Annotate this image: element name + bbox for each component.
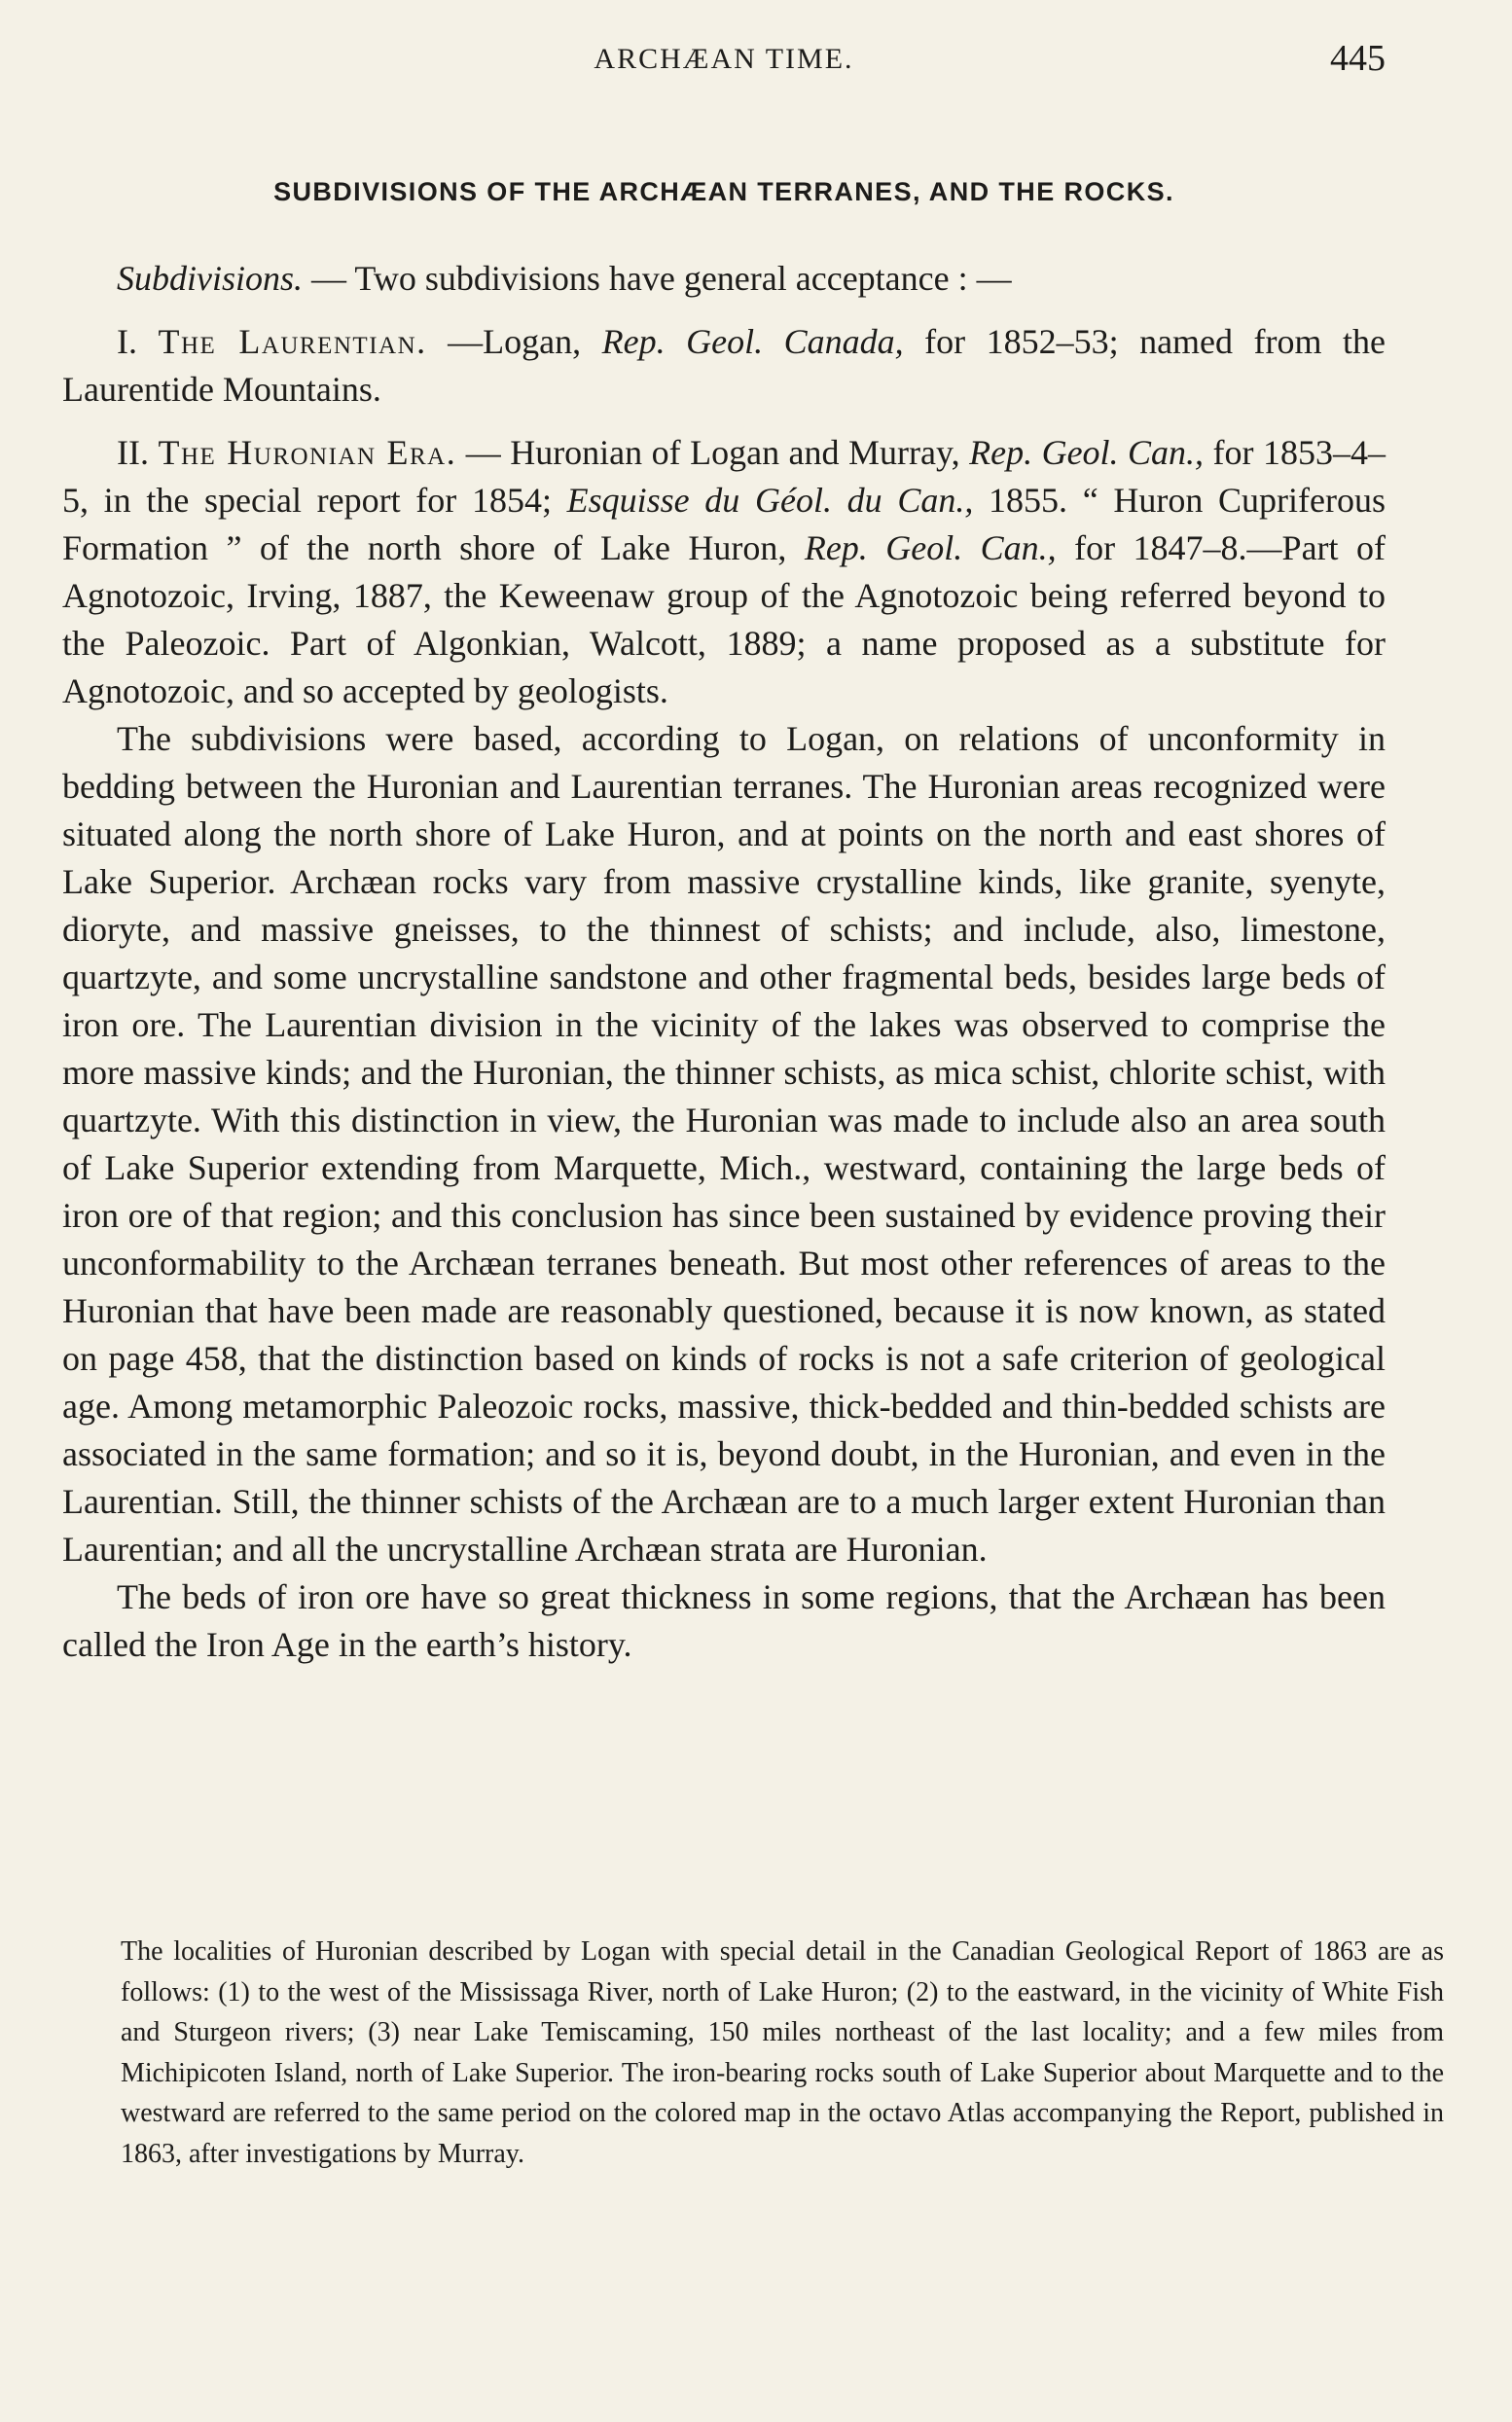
huronian-text-a: — Huronian of Logan and Murray, [456, 433, 970, 472]
intro-text: — Two subdivisions have general acceptance : — [303, 259, 1012, 298]
book-page [62, 0, 1444, 2422]
huronian-text-d: for 1847–8.—Part of Agnotozoic, Irving, 1887, the Keweenaw group of the Agnotozoic being referred beyond to the Paleozoic. Part of Algonkian, Walcott, 1889; a name proposed as a substitute for Agnotozoic, and so accepted by geologists. [62, 528, 1386, 710]
subdivisions-basis-paragraph: The subdivisions were based, according to Logan, on relations of unconformity in bedding between the Huronian and Laurentian terranes. The Huronian areas recognized were situated along the north shore of Lake Huron, and at points on the north and east shores of Lake Superior. Archæan rocks vary from massive crystalline kinds, like granite, syenyte, dioryte, and massive gneisses, to the thinnest of schists; and include, also, limestone, quartzyte, and some uncrystalline sandstone and other fragmental beds, besides large beds of iron ore. The Laurentian division in the vicinity of the lakes was observed to comprise the more massive kinds; and the Huronian, the thinner schists, as mica schist, chlorite schist, with quartzyte. With this distinction in view, the Huronian was made to include also an area south of Lake Superior extending from Marquette, Mich., westward, containing the large beds of iron ore of that region; and this conclusion has since been sustained by evidence proving their unconformability to the Archæan terranes beneath. But most other references of areas to the Huronian that have been made are reasonably questioned, because it is now known, as stated on page 458, that the distinction based on kinds of rocks is not a safe criterion of geological age. Among metamorphic Paleozoic rocks, massive, thick-bedded and thin-bedded schists are associated in the same formation; and so it is, beyond doubt, in the Huronian, and even in the Laurentian. Still, the thinner schists of the Archæan are to a much larger extent Huronian than Laurentian; and all the uncrystalline Archæan strata are Huronian. [62, 719, 1386, 1569]
body-text [62, 255, 1386, 1669]
running-header [62, 37, 1386, 86]
huronian-paragraph [62, 429, 1386, 715]
huronian-numeral: II. [117, 433, 149, 472]
page-number: 445 [1330, 38, 1386, 79]
laurentian-text-b: for 1852–53; named from the Laurentide Mountains. [62, 322, 1386, 409]
footnote [121, 1932, 1444, 2175]
footnote-text: The localities of Huronian described by Logan with special detail in the Canadian Geological Report of 1863 are as follows: (1) to the west of the Mississaga River, north of Lake Huron; (2) to the eastward, in the vicinity of White Fish and Sturgeon rivers; (3) near Lake Temiscaming, 150 miles northeast of the last locality; and a few miles from Michipicoten Island, north of Lake Superior. The iron-bearing rocks south of Lake Superior about Marquette and to the westward are referred to the same period on the colored map in the octavo Atlas accompanying the Report, published in 1863, after investigations by Murray. [121, 1936, 1444, 2169]
intro-label: Subdivisions. [117, 259, 304, 298]
laurentian-reference: Rep. Geol. Canada, [601, 322, 904, 361]
huronian-reference-1: Rep. Geol. Can., [969, 433, 1205, 472]
iron-age-paragraph: The beds of iron ore have so great thickness in some regions, that the Archæan has been called the Iron Age in the earth’s history. [62, 1577, 1386, 1664]
laurentian-paragraph [62, 318, 1386, 414]
laurentian-numeral: I. [117, 322, 137, 361]
laurentian-name: The Laurentian. [158, 322, 427, 361]
running-title: ARCHÆAN TIME. [594, 43, 854, 75]
huronian-reference-2: Esquisse du Géol. du Can., [566, 481, 974, 520]
section-heading: SUBDIVISIONS OF THE ARCHÆAN TERRANES, AND THE ROCKS. [273, 177, 1174, 206]
huronian-text-c: 1855. “ Huron Cupriferous Formation ” of the north shore of Lake Huron, [62, 481, 1386, 567]
huronian-reference-3: Rep. Geol. Can., [804, 528, 1057, 567]
intro-paragraph [62, 255, 1386, 303]
laurentian-text-a: —Logan, [426, 322, 602, 361]
huronian-name: The Huronian Era. [158, 433, 457, 472]
huronian-text-b: for 1853–4–5, in the special report for 1854; [62, 433, 1386, 520]
